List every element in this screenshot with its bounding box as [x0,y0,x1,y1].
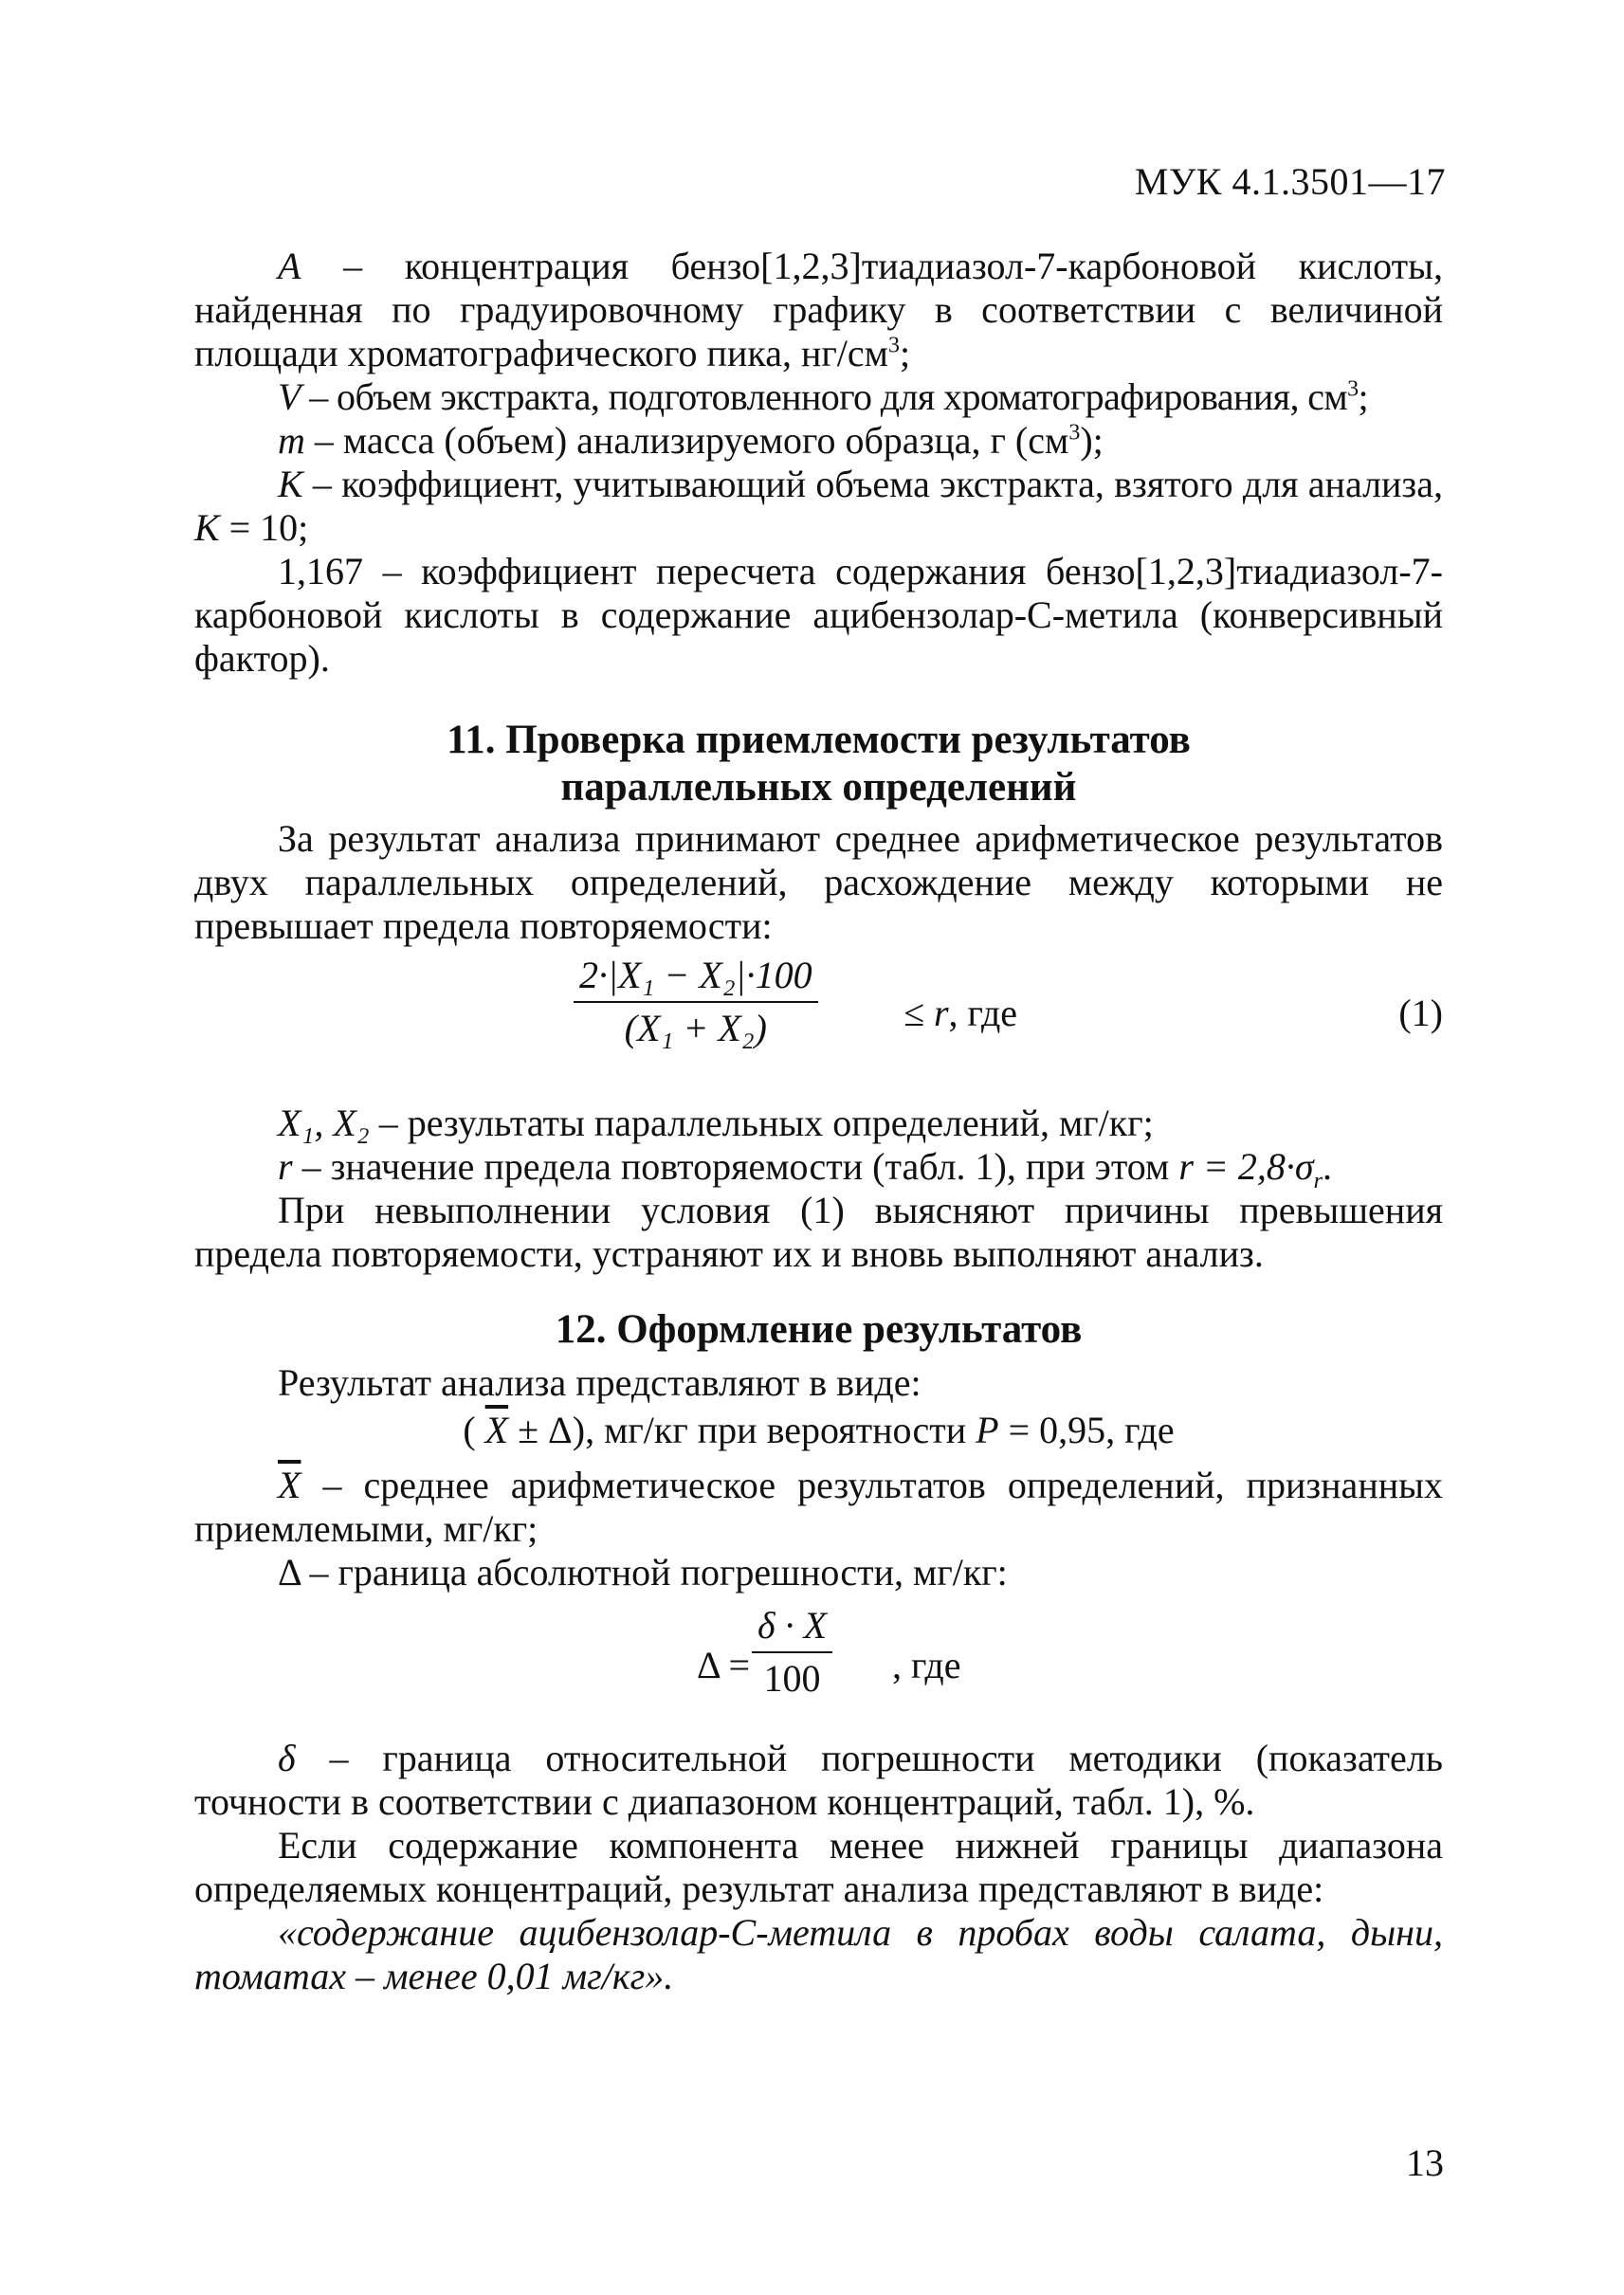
formula-1-fraction [574,954,818,1050]
formula-2-suffix: , где [892,1644,961,1686]
result-form [194,1409,1443,1452]
page-number: 13 [1406,2141,1444,2184]
def-a-tail: ; [899,332,911,374]
def-v [194,375,1443,419]
def-delta: Δ – граница абсолютной погрешности, мг/кг: [278,1551,1008,1594]
formula-1-suffix: , где [948,992,1018,1034]
def-m-sup: 3 [1068,420,1081,446]
formula-2 [194,1604,1443,1727]
def-a-symbol: А [278,245,301,287]
def-v-sup: 3 [1347,376,1359,402]
section-12-intro: Результат анализа представляют в виде: [278,1361,921,1404]
formula-2-left: Δ = [697,1644,751,1686]
def-m-tail: ); [1080,419,1104,462]
def-delta-small-symbol: δ [278,1737,296,1779]
def-delta-small [194,1737,1443,1824]
def-a-sup: 3 [887,333,900,358]
formula-2-fraction [752,1604,832,1701]
def-k [194,463,1443,550]
def-xbar [194,1464,1443,1551]
def-m [194,419,1443,463]
section-11-title [194,717,1443,811]
def-m-symbol: m [278,419,305,462]
section-12-below-text: Если содержание компонента менее нижней границы диапазона определяемых концентраций, результат анализа представляют в виде: [194,1824,1443,1910]
def-r-equation: r = 2,8·σ [1178,1145,1314,1188]
formula-1-number: (1) [1398,992,1443,1034]
formula-1-relation: ≤ r [903,992,949,1034]
def-v-symbol: V [278,375,301,418]
def-v-tail: ; [1358,375,1369,418]
formula-2-denominator: 100 [763,1657,821,1700]
document-code: МУК 4.1.3501—17 [1134,160,1446,203]
def-r-sub: r [1313,1169,1323,1193]
def-k-symbol: К [278,463,303,505]
section-11-title-line1: 11. Проверка приемлемости результатов [447,718,1191,762]
def-x-text: – результаты параллельных определений, мг/кг; [369,1102,1154,1144]
formula-1-denominator: (X₁ + X₂) [624,1007,767,1049]
formula-1-tail [903,992,1017,1035]
def-xbar-text: – среднее арифметическое результатов определений, признанных приемлемыми, мг/кг; [194,1464,1443,1550]
def-a-text: – концентрация бензо[1,2,3]тиадиазол-7-карбоновой кислоты, найденная по градуировочному графику в соответствии с величиной площади хроматографического пика, нг/см [194,245,1443,374]
page-content [194,245,1443,1998]
def-a [194,245,1443,375]
section-11-intro: За результат анализа принимают среднее арифметическое результатов двух параллельных определений, расхождение между которыми не превышает предела повторяемости: [194,817,1443,947]
def-x-symbol: X₁, X₂ [278,1102,370,1144]
result-rest: ± Δ), мг/кг при вероятности [508,1409,976,1451]
def-k-symbol-2: К [194,506,220,549]
formula-1 [194,954,1443,1096]
def-v-text: – объем экстракта, подготовленного для хроматографирования, см [300,375,1348,418]
def-r-symbol: r [278,1145,293,1188]
result-end: = 0,95, где [998,1409,1175,1451]
result-quote: «содержание ацибензолар-С-метила в пробах воды салата, дыни, томатах – менее 0,01 мг/кг». [194,1911,1443,1997]
def-m-text: – масса (объем) анализируемого образца, г (см [304,419,1069,462]
def-r-end: . [1322,1145,1332,1188]
section-11-title-line2: параллельных определений [560,765,1077,810]
def-k-tail: = 10; [219,506,309,549]
section-11-fail-text: При невыполнении условия (1) выясняют причины превышения предела повторяемости, устраняют их и вновь выполняют анализ. [194,1189,1443,1275]
result-open: ( [463,1409,485,1451]
def-xbar-symbol: $\overline{X}$ [278,1464,301,1506]
result-xbar: $\overline{X}$ [484,1409,509,1451]
def-delta-small-text: – граница относительной погрешности методики (показатель точности в соответствии с диапазоном концентраций, табл. 1), %. [194,1737,1443,1823]
def-r-text: – значение предела повторяемости (табл. 1), при этом [292,1145,1179,1188]
result-p: P [976,1409,999,1451]
section-12-title: 12. Оформление результатов [555,1307,1083,1352]
def-k-text: – коэффициент, учитывающий объема экстракта, взятого для анализа, [302,463,1443,505]
formula-1-numerator: 2·|X₁ − X₂|·100 [574,954,818,1003]
def-factor: 1,167 – коэффициент пересчета содержания бензо[1,2,3]тиадиазол-7-карбоновой кислоты в содержание ацибензолар-С-метила (конверсивный фактор). [194,550,1443,680]
def-r [194,1145,1443,1193]
def-x [194,1102,1443,1145]
formula-2-numerator: δ · X [752,1604,832,1653]
